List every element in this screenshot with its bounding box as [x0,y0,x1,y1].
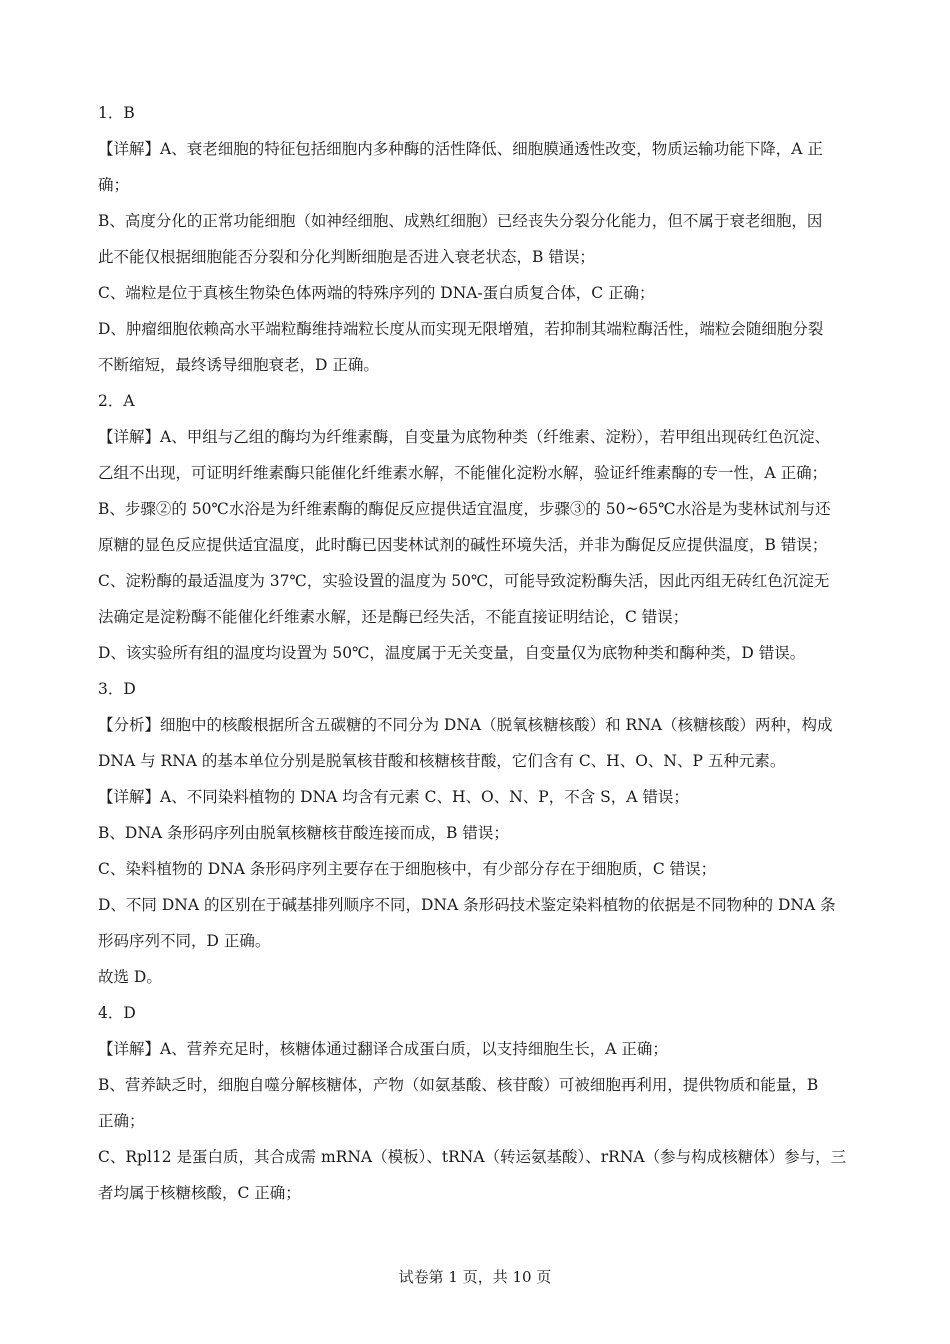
text-line: 法确定是淀粉酶不能催化纤维素水解，还是酶已经失活，不能直接证明结论，C 错误； [98,608,689,626]
text-line: 此不能仅根据细胞能否分裂和分化判断细胞是否进入衰老状态，B 错误； [98,248,595,266]
text-line: 故选 D。 [98,968,162,986]
text-line: C、淀粉酶的最适温度为 37℃，实验设置的温度为 50℃，可能导致淀粉酶失活，因此丙组无砖红色沉淀无 [98,572,830,590]
text-line: C、Rpl12 是蛋白质，其合成需 mRNA（模板）、tRNA（转运氨基酸）、rRNA（参与构成核糖体）参与，三 [98,1148,847,1166]
text-line: C、端粒是位于真核生物染色体两端的特殊序列的 DNA-蛋白质复合体，C 正确； [98,284,655,302]
text-line: B、DNA 条形码序列由脱氧核糖核苷酸连接而成，B 错误； [98,824,509,842]
text-line: 【详解】A、不同染料植物的 DNA 均含有元素 C、H、O、N、P，不含 S，A 错误； [98,788,689,806]
answer-heading-1: 1．B [98,104,135,122]
text-line: C、染料植物的 DNA 条形码序列主要存在于细胞核中，有少部分存在于细胞质，C 错误； [98,860,717,878]
answer-heading-2: 2．A [98,392,135,410]
text-line: B、高度分化的正常功能细胞（如神经细胞、成熟红细胞）已经丧失分裂分化能力，但不属于衰老细胞，因 [98,212,823,230]
text-line: 形码序列不同，D 正确。 [98,932,271,950]
text-line: 【详解】A、衰老细胞的特征包括细胞内多种酶的活性降低、细胞膜通透性改变，物质运输功能下降，A 正 [98,140,823,158]
page-footer: 试卷第 1 页，共 10 页 [398,1268,552,1286]
text-line: 【详解】A、营养充足时，核糖体通过翻译合成蛋白质，以支持细胞生长，A 正确； [98,1040,668,1058]
text-line: D、肿瘤细胞依赖高水平端粒酶维持端粒长度从而实现无限增殖，若抑制其端粒酶活性，端粒会随细胞分裂 [98,320,824,338]
text-line: 乙组不出现，可证明纤维素酶只能催化纤维素水解，不能催化淀粉水解，验证纤维素酶的专一性，A 正确； [98,464,828,482]
answer-heading-3: 3．D [98,680,136,698]
text-line: 正确； [98,1112,145,1130]
text-line: B、营养缺乏时，细胞自噬分解核糖体，产物（如氨基酸、核苷酸）可被细胞再利用，提供物质和能量，B [98,1076,819,1094]
answer-heading-4: 4．D [98,1004,136,1022]
text-line: 者均属于核糖核酸，C 正确； [98,1184,301,1202]
text-line: 【详解】A、甲组与乙组的酶均为纤维素酶，自变量为底物种类（纤维素、淀粉），若甲组出现砖红色沉淀、 [98,428,830,446]
text-line: 【分析】细胞中的核酸根据所含五碳糖的不同分为 DNA（脱氧核糖核酸）和 RNA（核糖核酸）两种，构成 [98,716,833,734]
text-line: D、不同 DNA 的区别在于碱基排列顺序不同，DNA 条形码技术鉴定染料植物的依据是不同物种的 DNA 条 [98,896,836,914]
text-line: D、该实验所有组的温度均设置为 50℃，温度属于无关变量，自变量仅为底物种类和酶种类，D 错误。 [98,644,806,662]
text-line: 确； [98,176,130,194]
text-line: 原糖的显色反应提供适宜温度，此时酶已因斐林试剂的碱性环境失活，并非为酶促反应提供温度，B 错误； [98,536,828,554]
document-body [98,95,858,1211]
text-line: 不断缩短，最终诱导细胞衰老，D 正确。 [98,356,379,374]
text-line: DNA 与 RNA 的基本单位分别是脱氧核苷酸和核糖核苷酸，它们含有 C、H、O、N、P 五种元素。 [98,752,786,770]
text-line: B、步骤②的 50℃水浴是为纤维素酶的酶促反应提供适宜温度，步骤③的 50~65℃水浴是为斐林试剂与还 [98,500,831,518]
